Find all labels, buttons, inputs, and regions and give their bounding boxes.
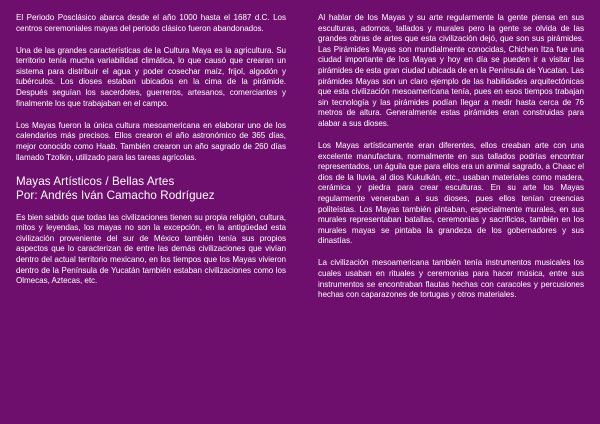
paragraph-civilizaciones: Es bien sabido que todas las civilizaciones tienen su propia religión, cultura, mitos y leyendas, los mayas no son la excepción, en la antigüedad esta civilización proveniente del sur de México también tenía sus propios aspectos que lo caracterizan de entre las demás civilizaciones que vivían dentro del actual territorio mexicano, en los tiempos que los Mayas vivieron dentro de la Península de Yucatán también estaban civilizaciones como los Olmecas, Aztecas, etc. [16, 212, 286, 286]
paragraph-calendarios: Los Mayas fueron la única cultura mesoamericana en elaborar uno de los calendarios más precisos. Ellos crearon el año astronómico de 365 días, mejor conocido como Haab. También crearon un año sagrado de 260 días llamado Tzolkin, utilizado para las tareas agrícolas. [16, 120, 286, 162]
paragraph-posclasico: El Periodo Posclásico abarca desde el año 1000 hasta el 1687 d.C. Los centros ceremoniales mayas del periodo clásico fueron abandonados. [16, 13, 286, 33]
article-title: Mayas Artísticos / Bellas Artes [16, 174, 175, 188]
paragraph-instrumentos: La civilización mesoamericana también tenía instrumentos musicales los cuales usaban en rituales y ceremonias para hacer música, entre sus instrumentos se encontraban flautas hechas con caracoles y percusiones hechas con caparazones de tortugas y otros materiales. [318, 258, 584, 300]
paragraph-agricultura: Una de las grandes características de la Cultura Maya es la agricultura. Su territorio tenía mucha variabilidad climática, lo que causó que crearan un sistema para distribuir el agua y poder cosechar maíz, frijol, algodón y tubérculos. Los dioses estaban ubicados en la cima de la pirámide. Después seguían los sacerdotes, guerreros, artesanos, comerciantes y finalmente los que trabajaban en el campo. [16, 45, 286, 108]
article-heading [16, 175, 286, 203]
left-column [16, 13, 286, 298]
paragraph-piramides: Al hablar de los Mayas y su arte regularmente la gente piensa en sus esculturas, adornos, tallados y murales pero la gente se olvida de las grandes obras de artes que esta civilización dejó, que son sus pirámides. Las Pirámides Mayas son mundialmente conocidas, Chichen Itza fue una ciudad importante de los Mayas y hoy en día se pueden ir a visitar las pirámides de esta gran ciudad ubicada de en la Península de Yucatan. Las pirámides Mayas son un claro ejemplo de las habilidades arquitectónicas que esta civilización mesoamericana tenía, pues en esos tiempos trabajan sin tecnología y las pirámides podían llegar a medir hasta cerca de 76 metros de altura. Generalmente estas pirámides eran construidas para alabar a sus dioses. [318, 13, 584, 128]
paragraph-arte: Los Mayas artísticamente eran diferentes, ellos creaban arte con una excelente manufactura, normalmente en sus tallados podrías encontrar representados, un águila que para ellos era un animal sagrado, a Chaac el dios de la lluvia, al dios Kukulkán, etc., usaban materiales como madera, cerámica y piedra para crear esculturas. En su arte los Mayas regularmente veneraban a sus dioses, pues ellos tenían creencias politeístas. Los Mayas también pintaban, especialmente murales, en sus murales representaban batallas, ceremonias y sacrificios, también en los murales mayas se pintaba la grandeza de los gobernadores y sus dinastías. [318, 141, 584, 246]
right-column [318, 13, 584, 312]
article-author: Por: Andrés Iván Camacho Rodríguez [16, 188, 215, 202]
